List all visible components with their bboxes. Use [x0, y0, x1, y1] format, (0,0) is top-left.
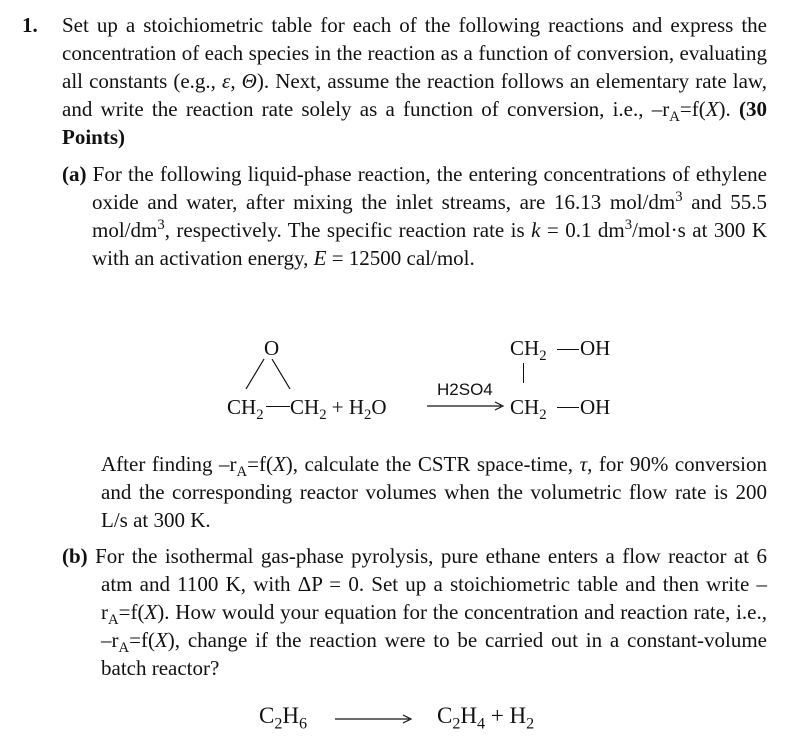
reaction-arrow-b: [335, 713, 415, 725]
reaction-arrow-a: [427, 400, 507, 412]
bond-top-oh: [557, 349, 579, 350]
part-a-followup: After finding $-r_A=f(X)$, calculate the CSTR space-time, τ, for 90% conversion and the corresponding reactor volumes when the volumetric flow rate is 200 L/s at 300 K.: [101, 452, 767, 532]
part-a-label: (a): [62, 162, 87, 186]
part-b-label: (b): [62, 544, 88, 568]
epoxide-cc-bond: [266, 406, 290, 407]
bond-bottom-oh: [557, 407, 579, 408]
reactant-right: $CH_2 + H_2O$: [290, 395, 387, 424]
catalyst-label: H2SO4: [437, 380, 493, 399]
epoxide-oxygen: O: [264, 336, 280, 360]
ethane-formula: $C_2H_6$: [259, 703, 308, 733]
oh-top: OH: [580, 336, 611, 360]
product-top: $CH_2$: [510, 336, 547, 365]
reactant-left: $CH_2$: [227, 395, 264, 424]
product-bottom: $CH_2$: [510, 395, 547, 424]
points-label: (30 Points): [62, 97, 768, 149]
question-intro: Set up a stoichiometric table for each of the following reactions and express the concentration of each species in the reaction as a function of conversion, evaluating all constants (e.g., ε, Θ). Next, assume the reaction follows an elementary rate law, and write the reaction rate solely as a function of conversion, i.e., $-r_A=f(X)$. (30 Points): [62, 13, 768, 149]
part-b-text: (b) For the isothermal gas-phase pyrolysis, pure ethane enters a flow reactor at 6 atm and 1100 K, with ΔP = 0. Set up a stoichiometric table and then write $-r_A=f(X)$. How would your equation for the concentration and reaction rate, i.e., $-r_A=f(X)$, change if the reaction were to be carried out in a constant-volume batch reactor?: [62, 544, 767, 680]
products-b: $C_2H_4 + H_2$: [437, 703, 535, 733]
epoxide-bonds: [240, 355, 300, 395]
question-number: 1.: [22, 13, 38, 37]
oh-bottom: OH: [580, 395, 611, 419]
bond-vertical: [523, 363, 524, 383]
part-a-text: (a) For the following liquid-phase reaction, the entering concentrations of ethylene oxide and water, after mixing the inlet streams, are 16.13 mol/$dm^3$ and 55.5 mol/$dm^3$, respectively. The specific reaction rate is k = 0.1 $dm^3/mol\cdot s$ at 300 K with an activation energy, E = 12500 cal/mol.: [62, 162, 767, 270]
